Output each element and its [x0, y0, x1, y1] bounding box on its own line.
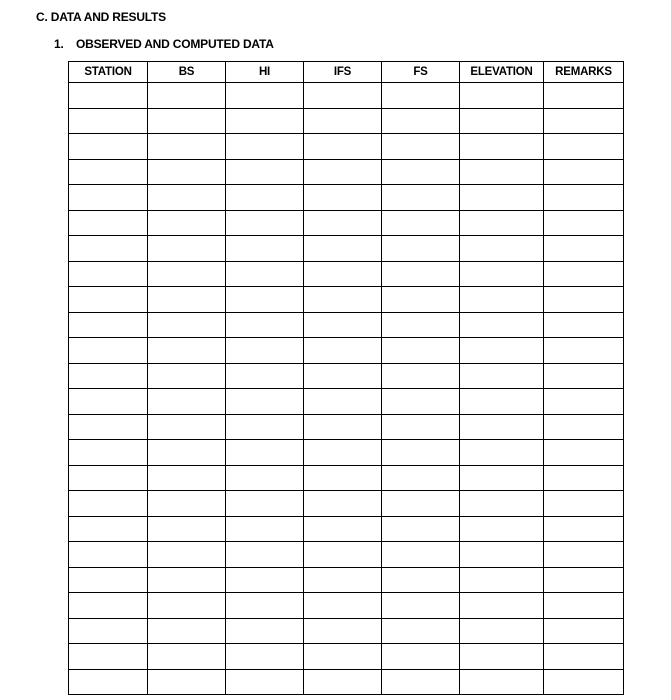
cell-station[interactable]	[69, 312, 148, 338]
cell-hi[interactable]	[226, 210, 304, 236]
table-row	[69, 644, 624, 670]
cell-station[interactable]	[69, 389, 148, 415]
table-row	[69, 287, 624, 313]
cell-elevation[interactable]	[460, 312, 544, 338]
cell-station[interactable]	[69, 465, 148, 491]
table-row	[69, 236, 624, 262]
cell-elevation[interactable]	[460, 83, 544, 109]
table-body	[69, 83, 624, 695]
cell-elevation[interactable]	[460, 389, 544, 415]
cell-elevation[interactable]	[460, 210, 544, 236]
cell-fs[interactable]	[382, 236, 460, 262]
cell-ifs[interactable]	[304, 516, 382, 542]
cell-bs[interactable]	[148, 593, 226, 619]
cell-fs[interactable]	[382, 363, 460, 389]
cell-elevation[interactable]	[460, 108, 544, 134]
cell-fs[interactable]	[382, 389, 460, 415]
cell-remarks[interactable]	[544, 669, 624, 695]
cell-ifs[interactable]	[304, 389, 382, 415]
cell-elevation[interactable]	[460, 542, 544, 568]
subsection-label: OBSERVED AND COMPUTED DATA	[76, 37, 274, 51]
cell-bs[interactable]	[148, 185, 226, 211]
cell-fs[interactable]	[382, 618, 460, 644]
cell-hi[interactable]	[226, 440, 304, 466]
cell-ifs[interactable]	[304, 593, 382, 619]
cell-fs[interactable]	[382, 261, 460, 287]
cell-bs[interactable]	[148, 134, 226, 160]
cell-bs[interactable]	[148, 108, 226, 134]
table-row	[69, 389, 624, 415]
cell-ifs[interactable]	[304, 363, 382, 389]
cell-bs[interactable]	[148, 414, 226, 440]
cell-bs[interactable]	[148, 542, 226, 568]
table-row	[69, 185, 624, 211]
cell-hi[interactable]	[226, 185, 304, 211]
cell-station[interactable]	[69, 134, 148, 160]
cell-elevation[interactable]	[460, 338, 544, 364]
cell-station[interactable]	[69, 618, 148, 644]
cell-fs[interactable]	[382, 210, 460, 236]
cell-station[interactable]	[69, 287, 148, 313]
cell-station[interactable]	[69, 669, 148, 695]
cell-remarks[interactable]	[544, 108, 624, 134]
cell-fs[interactable]	[382, 159, 460, 185]
cell-hi[interactable]	[226, 593, 304, 619]
cell-ifs[interactable]	[304, 338, 382, 364]
cell-ifs[interactable]	[304, 414, 382, 440]
cell-remarks[interactable]	[544, 440, 624, 466]
header-row	[69, 62, 624, 83]
cell-fs[interactable]	[382, 593, 460, 619]
cell-ifs[interactable]	[304, 261, 382, 287]
cell-ifs[interactable]	[304, 465, 382, 491]
cell-fs[interactable]	[382, 440, 460, 466]
cell-bs[interactable]	[148, 363, 226, 389]
cell-fs[interactable]	[382, 465, 460, 491]
header-ifs: IFS	[304, 62, 382, 83]
cell-hi[interactable]	[226, 108, 304, 134]
cell-elevation[interactable]	[460, 440, 544, 466]
cell-elevation[interactable]	[460, 287, 544, 313]
table-row	[69, 669, 624, 695]
cell-hi[interactable]	[226, 618, 304, 644]
cell-elevation[interactable]	[460, 261, 544, 287]
cell-station[interactable]	[69, 236, 148, 262]
cell-ifs[interactable]	[304, 108, 382, 134]
cell-bs[interactable]	[148, 644, 226, 670]
cell-fs[interactable]	[382, 83, 460, 109]
cell-elevation[interactable]	[460, 491, 544, 517]
cell-hi[interactable]	[226, 338, 304, 364]
cell-station[interactable]	[69, 593, 148, 619]
table-row	[69, 108, 624, 134]
table-row	[69, 618, 624, 644]
header-bs: BS	[148, 62, 226, 83]
cell-bs[interactable]	[148, 159, 226, 185]
cell-station[interactable]	[69, 108, 148, 134]
cell-hi[interactable]	[226, 669, 304, 695]
cell-bs[interactable]	[148, 567, 226, 593]
header-station: STATION	[69, 62, 148, 83]
table-row	[69, 363, 624, 389]
cell-ifs[interactable]	[304, 669, 382, 695]
cell-fs[interactable]	[382, 542, 460, 568]
subsection-title	[54, 36, 274, 52]
cell-ifs[interactable]	[304, 440, 382, 466]
cell-hi[interactable]	[226, 465, 304, 491]
cell-remarks[interactable]	[544, 516, 624, 542]
table-row	[69, 312, 624, 338]
cell-remarks[interactable]	[544, 389, 624, 415]
cell-elevation[interactable]	[460, 465, 544, 491]
cell-ifs[interactable]	[304, 236, 382, 262]
cell-bs[interactable]	[148, 338, 226, 364]
cell-fs[interactable]	[382, 669, 460, 695]
cell-bs[interactable]	[148, 465, 226, 491]
cell-station[interactable]	[69, 159, 148, 185]
cell-remarks[interactable]	[544, 210, 624, 236]
cell-station[interactable]	[69, 516, 148, 542]
cell-hi[interactable]	[226, 312, 304, 338]
cell-station[interactable]	[69, 83, 148, 109]
table-row	[69, 567, 624, 593]
cell-elevation[interactable]	[460, 134, 544, 160]
cell-station[interactable]	[69, 185, 148, 211]
cell-remarks[interactable]	[544, 491, 624, 517]
cell-remarks[interactable]	[544, 414, 624, 440]
cell-bs[interactable]	[148, 669, 226, 695]
cell-elevation[interactable]	[460, 185, 544, 211]
table-row	[69, 261, 624, 287]
cell-fs[interactable]	[382, 644, 460, 670]
observed-data-table	[68, 61, 624, 695]
cell-station[interactable]	[69, 440, 148, 466]
cell-ifs[interactable]	[304, 644, 382, 670]
table-header	[69, 62, 624, 83]
cell-bs[interactable]	[148, 83, 226, 109]
cell-ifs[interactable]	[304, 618, 382, 644]
cell-hi[interactable]	[226, 261, 304, 287]
cell-station[interactable]	[69, 210, 148, 236]
cell-bs[interactable]	[148, 516, 226, 542]
cell-bs[interactable]	[148, 618, 226, 644]
cell-remarks[interactable]	[544, 261, 624, 287]
cell-elevation[interactable]	[460, 159, 544, 185]
cell-hi[interactable]	[226, 389, 304, 415]
cell-ifs[interactable]	[304, 159, 382, 185]
cell-hi[interactable]	[226, 542, 304, 568]
cell-fs[interactable]	[382, 185, 460, 211]
table-row	[69, 210, 624, 236]
cell-bs[interactable]	[148, 236, 226, 262]
cell-remarks[interactable]	[544, 185, 624, 211]
cell-elevation[interactable]	[460, 593, 544, 619]
cell-fs[interactable]	[382, 414, 460, 440]
header-remarks: REMARKS	[544, 62, 624, 83]
table-row	[69, 159, 624, 185]
subsection-number: 1.	[54, 37, 64, 51]
cell-bs[interactable]	[148, 440, 226, 466]
cell-station[interactable]	[69, 542, 148, 568]
cell-hi[interactable]	[226, 567, 304, 593]
cell-bs[interactable]	[148, 261, 226, 287]
table-row	[69, 414, 624, 440]
cell-fs[interactable]	[382, 567, 460, 593]
cell-elevation[interactable]	[460, 516, 544, 542]
table-row	[69, 134, 624, 160]
cell-remarks[interactable]	[544, 338, 624, 364]
cell-fs[interactable]	[382, 516, 460, 542]
cell-remarks[interactable]	[544, 312, 624, 338]
cell-station[interactable]	[69, 363, 148, 389]
cell-station[interactable]	[69, 338, 148, 364]
header-hi: HI	[226, 62, 304, 83]
cell-remarks[interactable]	[544, 134, 624, 160]
cell-elevation[interactable]	[460, 414, 544, 440]
cell-fs[interactable]	[382, 134, 460, 160]
cell-hi[interactable]	[226, 644, 304, 670]
cell-ifs[interactable]	[304, 312, 382, 338]
cell-ifs[interactable]	[304, 83, 382, 109]
table-row	[69, 83, 624, 109]
cell-remarks[interactable]	[544, 644, 624, 670]
table-row	[69, 491, 624, 517]
cell-fs[interactable]	[382, 491, 460, 517]
cell-bs[interactable]	[148, 389, 226, 415]
cell-ifs[interactable]	[304, 567, 382, 593]
cell-ifs[interactable]	[304, 185, 382, 211]
cell-station[interactable]	[69, 567, 148, 593]
cell-remarks[interactable]	[544, 542, 624, 568]
table-row	[69, 440, 624, 466]
cell-ifs[interactable]	[304, 134, 382, 160]
cell-station[interactable]	[69, 261, 148, 287]
cell-elevation[interactable]	[460, 363, 544, 389]
cell-hi[interactable]	[226, 83, 304, 109]
cell-station[interactable]	[69, 414, 148, 440]
cell-remarks[interactable]	[544, 567, 624, 593]
cell-bs[interactable]	[148, 210, 226, 236]
cell-ifs[interactable]	[304, 287, 382, 313]
cell-hi[interactable]	[226, 363, 304, 389]
cell-hi[interactable]	[226, 491, 304, 517]
cell-bs[interactable]	[148, 312, 226, 338]
cell-station[interactable]	[69, 491, 148, 517]
cell-hi[interactable]	[226, 134, 304, 160]
cell-hi[interactable]	[226, 287, 304, 313]
cell-ifs[interactable]	[304, 491, 382, 517]
cell-remarks[interactable]	[544, 236, 624, 262]
cell-fs[interactable]	[382, 338, 460, 364]
table-row	[69, 465, 624, 491]
table-row	[69, 542, 624, 568]
table-row	[69, 593, 624, 619]
cell-fs[interactable]	[382, 312, 460, 338]
cell-remarks[interactable]	[544, 83, 624, 109]
cell-ifs[interactable]	[304, 542, 382, 568]
header-fs: FS	[382, 62, 460, 83]
header-elevation: ELEVATION	[460, 62, 544, 83]
cell-hi[interactable]	[226, 516, 304, 542]
cell-remarks[interactable]	[544, 593, 624, 619]
section-title: C. DATA AND RESULTS	[36, 10, 166, 24]
cell-elevation[interactable]	[460, 236, 544, 262]
cell-remarks[interactable]	[544, 363, 624, 389]
cell-remarks[interactable]	[544, 287, 624, 313]
cell-elevation[interactable]	[460, 644, 544, 670]
cell-bs[interactable]	[148, 287, 226, 313]
cell-ifs[interactable]	[304, 210, 382, 236]
cell-hi[interactable]	[226, 236, 304, 262]
table-row	[69, 338, 624, 364]
cell-fs[interactable]	[382, 287, 460, 313]
cell-fs[interactable]	[382, 108, 460, 134]
cell-bs[interactable]	[148, 491, 226, 517]
cell-station[interactable]	[69, 644, 148, 670]
cell-remarks[interactable]	[544, 465, 624, 491]
cell-remarks[interactable]	[544, 618, 624, 644]
cell-elevation[interactable]	[460, 567, 544, 593]
cell-elevation[interactable]	[460, 618, 544, 644]
cell-elevation[interactable]	[460, 669, 544, 695]
table-row	[69, 516, 624, 542]
cell-hi[interactable]	[226, 159, 304, 185]
cell-remarks[interactable]	[544, 159, 624, 185]
cell-hi[interactable]	[226, 414, 304, 440]
